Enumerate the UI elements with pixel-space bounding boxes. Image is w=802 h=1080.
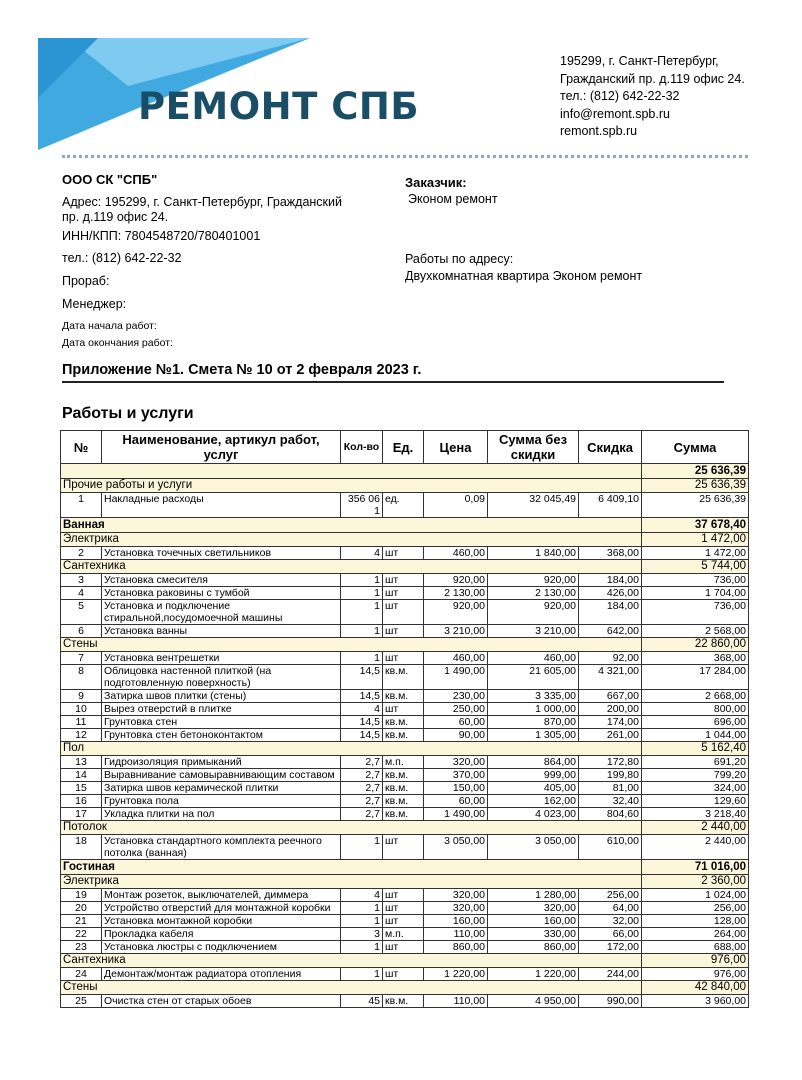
row-unit: кв.м. [383, 729, 424, 742]
table-row [61, 716, 749, 729]
row-discount: 184,00 [579, 574, 642, 587]
row-discount: 667,00 [579, 690, 642, 703]
customer-label: Заказчик: [405, 175, 467, 190]
row-price: 150,00 [424, 782, 488, 795]
grand-total-value: 25 636,39 [642, 464, 749, 479]
row-unit: шт [383, 941, 424, 954]
row-qty: 1 [341, 652, 383, 665]
category-label: Сантехника [61, 560, 642, 574]
row-gross: 920,00 [488, 600, 579, 625]
row-sum: 691,20 [642, 756, 749, 769]
row-gross: 4 023,00 [488, 808, 579, 821]
row-sum: 256,00 [642, 902, 749, 915]
row-sum: 25 636,39 [642, 493, 749, 518]
row-discount: 610,00 [579, 835, 642, 860]
row-qty: 1 [341, 968, 383, 981]
work-address: Двухкомнатная квартира Эконом ремонт [405, 269, 643, 283]
row-gross: 3 210,00 [488, 625, 579, 638]
logo-text: РЕМОНТ СПБ [138, 85, 420, 128]
row-discount: 92,00 [579, 652, 642, 665]
row-price: 160,00 [424, 915, 488, 928]
row-sum: 2 668,00 [642, 690, 749, 703]
category-label: Электрика [61, 875, 642, 889]
table-row [61, 587, 749, 600]
company-address: Адрес: 195299, г. Санкт-Петербург, Гражданский пр. д.119 офис 24. [62, 195, 342, 224]
row-gross: 1 000,00 [488, 703, 579, 716]
category-row [61, 954, 749, 968]
row-gross: 162,00 [488, 795, 579, 808]
category-row [61, 742, 749, 756]
row-discount: 804,60 [579, 808, 642, 821]
row-discount: 368,00 [579, 547, 642, 560]
row-price: 920,00 [424, 600, 488, 625]
row-price: 460,00 [424, 547, 488, 560]
table-row [61, 703, 749, 716]
row-name: Очистка стен от старых обоев [102, 995, 341, 1008]
row-sum: 1 472,00 [642, 547, 749, 560]
row-name: Затирка швов керамической плитки [102, 782, 341, 795]
category-sum: 42 840,00 [642, 981, 749, 995]
header-qty: Кол-во [341, 431, 383, 464]
row-qty: 4 [341, 703, 383, 716]
table-row [61, 690, 749, 703]
row-discount: 172,00 [579, 941, 642, 954]
row-unit: шт [383, 703, 424, 716]
row-number: 12 [61, 729, 102, 742]
row-gross: 1 305,00 [488, 729, 579, 742]
header-divider [62, 155, 748, 158]
row-unit: шт [383, 600, 424, 625]
row-name: Грунтовка пола [102, 795, 341, 808]
row-discount: 184,00 [579, 600, 642, 625]
row-discount: 642,00 [579, 625, 642, 638]
table-row [61, 769, 749, 782]
row-number: 16 [61, 795, 102, 808]
row-sum: 799,20 [642, 769, 749, 782]
table-row [61, 795, 749, 808]
table-row [61, 574, 749, 587]
row-gross: 4 950,00 [488, 995, 579, 1008]
row-discount: 66,00 [579, 928, 642, 941]
row-unit: шт [383, 547, 424, 560]
row-gross: 160,00 [488, 915, 579, 928]
row-qty: 14,5 [341, 665, 383, 690]
row-number: 23 [61, 941, 102, 954]
row-unit: кв.м. [383, 995, 424, 1008]
row-unit: кв.м. [383, 782, 424, 795]
category-sum: 2 360,00 [642, 875, 749, 889]
row-discount: 6 409,10 [579, 493, 642, 518]
row-name: Прокладка кабеля [102, 928, 341, 941]
row-sum: 368,00 [642, 652, 749, 665]
category-row [61, 821, 749, 835]
header-contacts [560, 53, 745, 141]
row-sum: 264,00 [642, 928, 749, 941]
row-number: 20 [61, 902, 102, 915]
row-gross: 3 335,00 [488, 690, 579, 703]
row-name: Гидроизоляция примыканий [102, 756, 341, 769]
row-price: 3 210,00 [424, 625, 488, 638]
row-gross: 3 050,00 [488, 835, 579, 860]
row-qty: 1 [341, 600, 383, 625]
row-price: 0,09 [424, 493, 488, 518]
row-number: 24 [61, 968, 102, 981]
row-price: 370,00 [424, 769, 488, 782]
table-row [61, 547, 749, 560]
row-gross: 864,00 [488, 756, 579, 769]
row-price: 230,00 [424, 690, 488, 703]
table-row [61, 729, 749, 742]
category-row [61, 560, 749, 574]
row-price: 3 050,00 [424, 835, 488, 860]
row-discount: 199,80 [579, 769, 642, 782]
row-unit: м.п. [383, 928, 424, 941]
estimate-table [60, 430, 749, 1008]
table-row [61, 665, 749, 690]
header-sum: Сумма [642, 431, 749, 464]
row-qty: 1 [341, 941, 383, 954]
row-price: 920,00 [424, 574, 488, 587]
row-number: 17 [61, 808, 102, 821]
row-unit: ед. [383, 493, 424, 518]
header-price: Цена [424, 431, 488, 464]
room-sum: 37 678,40 [642, 518, 749, 533]
row-gross: 1 220,00 [488, 968, 579, 981]
category-label: Стены [61, 981, 642, 995]
row-qty: 2,7 [341, 782, 383, 795]
row-qty: 14,5 [341, 690, 383, 703]
row-discount: 990,00 [579, 995, 642, 1008]
grand-total-spacer [61, 464, 642, 479]
row-number: 11 [61, 716, 102, 729]
row-qty: 3 [341, 928, 383, 941]
table-row [61, 782, 749, 795]
row-number: 25 [61, 995, 102, 1008]
row-price: 1 490,00 [424, 665, 488, 690]
work-address-label: Работы по адресу: [405, 252, 514, 266]
company-inn: ИНН/КПП: 7804548720/780401001 [62, 229, 261, 243]
row-unit: кв.м. [383, 690, 424, 703]
row-gross: 1 280,00 [488, 889, 579, 902]
room-label: Гостиная [61, 860, 642, 875]
row-name: Установка точечных светильников [102, 547, 341, 560]
row-number: 10 [61, 703, 102, 716]
table-row [61, 941, 749, 954]
row-number: 22 [61, 928, 102, 941]
room-row [61, 860, 749, 875]
contact-site[interactable]: remont.spb.ru [560, 124, 638, 138]
row-sum: 736,00 [642, 600, 749, 625]
row-price: 60,00 [424, 716, 488, 729]
row-name: Накладные расходы [102, 493, 341, 518]
row-discount: 244,00 [579, 968, 642, 981]
row-unit: шт [383, 652, 424, 665]
row-name: Устройство отверстий для монтажной коробки [102, 902, 341, 915]
row-sum: 2 568,00 [642, 625, 749, 638]
row-number: 7 [61, 652, 102, 665]
row-discount: 64,00 [579, 902, 642, 915]
room-row [61, 518, 749, 533]
row-gross: 320,00 [488, 902, 579, 915]
category-row [61, 533, 749, 547]
category-sum: 976,00 [642, 954, 749, 968]
row-qty: 356 06 1 [341, 493, 383, 518]
row-sum: 696,00 [642, 716, 749, 729]
row-name: Установка и подключение стиральной,посудомоечной машины [102, 600, 341, 625]
row-unit: кв.м. [383, 808, 424, 821]
category-sum: 2 440,00 [642, 821, 749, 835]
row-sum: 2 440,00 [642, 835, 749, 860]
row-qty: 1 [341, 625, 383, 638]
row-name: Установка монтажной коробки [102, 915, 341, 928]
grand-total-row [61, 464, 749, 479]
row-sum: 17 284,00 [642, 665, 749, 690]
category-label: Пол [61, 742, 642, 756]
row-sum: 324,00 [642, 782, 749, 795]
row-gross: 999,00 [488, 769, 579, 782]
row-name: Вырез отверстий в плитке [102, 703, 341, 716]
row-gross: 870,00 [488, 716, 579, 729]
row-sum: 1 044,00 [642, 729, 749, 742]
category-sum: 5 744,00 [642, 560, 749, 574]
row-qty: 2,7 [341, 769, 383, 782]
row-gross: 460,00 [488, 652, 579, 665]
table-row [61, 902, 749, 915]
row-gross: 1 840,00 [488, 547, 579, 560]
customer-name: Эконом ремонт [408, 192, 498, 206]
row-number: 2 [61, 547, 102, 560]
header-name: Наименование, артикул работ, услуг [102, 431, 341, 464]
row-unit: кв.м. [383, 769, 424, 782]
row-name: Демонтаж/монтаж радиатора отопления [102, 968, 341, 981]
table-row [61, 835, 749, 860]
row-price: 2 130,00 [424, 587, 488, 600]
row-discount: 261,00 [579, 729, 642, 742]
row-sum: 128,00 [642, 915, 749, 928]
row-unit: шт [383, 902, 424, 915]
row-price: 320,00 [424, 756, 488, 769]
row-number: 1 [61, 493, 102, 518]
category-label: Сантехника [61, 954, 642, 968]
row-price: 1 220,00 [424, 968, 488, 981]
row-qty: 1 [341, 835, 383, 860]
row-name: Установка раковины с тумбой [102, 587, 341, 600]
table-row [61, 625, 749, 638]
category-row [61, 638, 749, 652]
row-sum: 3 960,00 [642, 995, 749, 1008]
table-header-row [61, 431, 749, 464]
row-qty: 2,7 [341, 808, 383, 821]
category-sum: 25 636,39 [642, 479, 749, 493]
row-sum: 736,00 [642, 574, 749, 587]
row-gross: 405,00 [488, 782, 579, 795]
category-label: Прочие работы и услуги [61, 479, 642, 493]
company-tel: тел.: (812) 642-22-32 [62, 251, 182, 265]
row-price: 320,00 [424, 902, 488, 915]
row-number: 14 [61, 769, 102, 782]
row-unit: шт [383, 968, 424, 981]
row-name: Затирка швов плитки (стены) [102, 690, 341, 703]
row-qty: 1 [341, 587, 383, 600]
category-label: Электрика [61, 533, 642, 547]
table-row [61, 968, 749, 981]
row-name: Установка смесителя [102, 574, 341, 587]
header-number: № [61, 431, 102, 464]
row-discount: 174,00 [579, 716, 642, 729]
row-sum: 976,00 [642, 968, 749, 981]
row-price: 250,00 [424, 703, 488, 716]
row-discount: 81,00 [579, 782, 642, 795]
row-number: 19 [61, 889, 102, 902]
row-unit: шт [383, 574, 424, 587]
row-sum: 1 024,00 [642, 889, 749, 902]
row-price: 1 490,00 [424, 808, 488, 821]
row-number: 18 [61, 835, 102, 860]
row-price: 110,00 [424, 928, 488, 941]
row-unit: шт [383, 835, 424, 860]
row-discount: 200,00 [579, 703, 642, 716]
row-gross: 21 605,00 [488, 665, 579, 690]
row-discount: 32,00 [579, 915, 642, 928]
header-gross: Сумма без скидки [488, 431, 579, 464]
row-qty: 45 [341, 995, 383, 1008]
contact-email[interactable]: info@remont.spb.ru [560, 106, 670, 121]
row-name: Грунтовка стен [102, 716, 341, 729]
category-label: Потолок [61, 821, 642, 835]
room-label: Ванная [61, 518, 642, 533]
row-name: Выравнивание самовыравнивающим составом [102, 769, 341, 782]
row-name: Установка люстры с подключением [102, 941, 341, 954]
row-gross: 860,00 [488, 941, 579, 954]
category-label: Стены [61, 638, 642, 652]
row-number: 9 [61, 690, 102, 703]
row-qty: 4 [341, 889, 383, 902]
row-name: Установка стандартного комплекта реечного потолка (ванная) [102, 835, 341, 860]
row-discount: 256,00 [579, 889, 642, 902]
row-name: Установка вентрешетки [102, 652, 341, 665]
header-unit: Ед. [383, 431, 424, 464]
row-discount: 4 321,00 [579, 665, 642, 690]
row-sum: 800,00 [642, 703, 749, 716]
contact-line: 195299, г. Санкт-Петербург, [560, 54, 719, 68]
row-sum: 688,00 [642, 941, 749, 954]
row-gross: 920,00 [488, 574, 579, 587]
table-row [61, 808, 749, 821]
table-row [61, 652, 749, 665]
foreman-label: Прораб: [62, 274, 110, 288]
row-discount: 32,40 [579, 795, 642, 808]
category-sum: 1 472,00 [642, 533, 749, 547]
end-date-label: Дата окончания работ: [62, 337, 173, 349]
table-row [61, 889, 749, 902]
manager-label: Менеджер: [62, 297, 127, 311]
row-qty: 14,5 [341, 729, 383, 742]
row-qty: 1 [341, 902, 383, 915]
category-row [61, 981, 749, 995]
row-unit: кв.м. [383, 665, 424, 690]
row-unit: м.п. [383, 756, 424, 769]
row-sum: 3 218,40 [642, 808, 749, 821]
table-row [61, 928, 749, 941]
table-row [61, 756, 749, 769]
table-row [61, 600, 749, 625]
table-row [61, 493, 749, 518]
category-sum: 5 162,40 [642, 742, 749, 756]
row-number: 3 [61, 574, 102, 587]
table-body [61, 464, 749, 1008]
row-name: Монтаж розеток, выключателей, диммера [102, 889, 341, 902]
appendix-title: Приложение №1. Смета № 10 от 2 февраля 2023 г. [62, 362, 724, 383]
row-qty: 1 [341, 574, 383, 587]
row-number: 5 [61, 600, 102, 625]
table-row [61, 915, 749, 928]
row-name: Укладка плитки на пол [102, 808, 341, 821]
row-price: 90,00 [424, 729, 488, 742]
row-unit: шт [383, 587, 424, 600]
header-discount: Скидка [579, 431, 642, 464]
row-name: Облицовка настенной плиткой (на подготовленную поверхность) [102, 665, 341, 690]
row-number: 6 [61, 625, 102, 638]
row-discount: 426,00 [579, 587, 642, 600]
row-qty: 1 [341, 915, 383, 928]
row-price: 110,00 [424, 995, 488, 1008]
row-sum: 129,60 [642, 795, 749, 808]
row-name: Грунтовка стен бетоноконтактом [102, 729, 341, 742]
row-number: 21 [61, 915, 102, 928]
row-qty: 2,7 [341, 756, 383, 769]
row-gross: 32 045,49 [488, 493, 579, 518]
room-sum: 71 016,00 [642, 860, 749, 875]
row-number: 13 [61, 756, 102, 769]
contact-phone: тел.: (812) 642-22-32 [560, 89, 680, 103]
row-qty: 14,5 [341, 716, 383, 729]
row-price: 860,00 [424, 941, 488, 954]
row-unit: кв.м. [383, 716, 424, 729]
row-sum: 1 704,00 [642, 587, 749, 600]
row-gross: 330,00 [488, 928, 579, 941]
table-row [61, 995, 749, 1008]
company-name: ООО СК "СПБ" [62, 172, 158, 187]
row-price: 320,00 [424, 889, 488, 902]
category-sum: 22 860,00 [642, 638, 749, 652]
row-gross: 2 130,00 [488, 587, 579, 600]
row-unit: шт [383, 889, 424, 902]
row-unit: шт [383, 915, 424, 928]
row-number: 15 [61, 782, 102, 795]
category-row [61, 479, 749, 493]
row-qty: 4 [341, 547, 383, 560]
start-date-label: Дата начала работ: [62, 320, 157, 332]
section-title: Работы и услуги [62, 405, 194, 422]
row-number: 4 [61, 587, 102, 600]
row-discount: 172,80 [579, 756, 642, 769]
category-row [61, 875, 749, 889]
row-price: 460,00 [424, 652, 488, 665]
row-unit: кв.м. [383, 795, 424, 808]
row-unit: шт [383, 625, 424, 638]
row-number: 8 [61, 665, 102, 690]
row-name: Установка ванны [102, 625, 341, 638]
row-qty: 2,7 [341, 795, 383, 808]
row-price: 60,00 [424, 795, 488, 808]
contact-line: Гражданский пр. д.119 офис 24. [560, 71, 745, 86]
